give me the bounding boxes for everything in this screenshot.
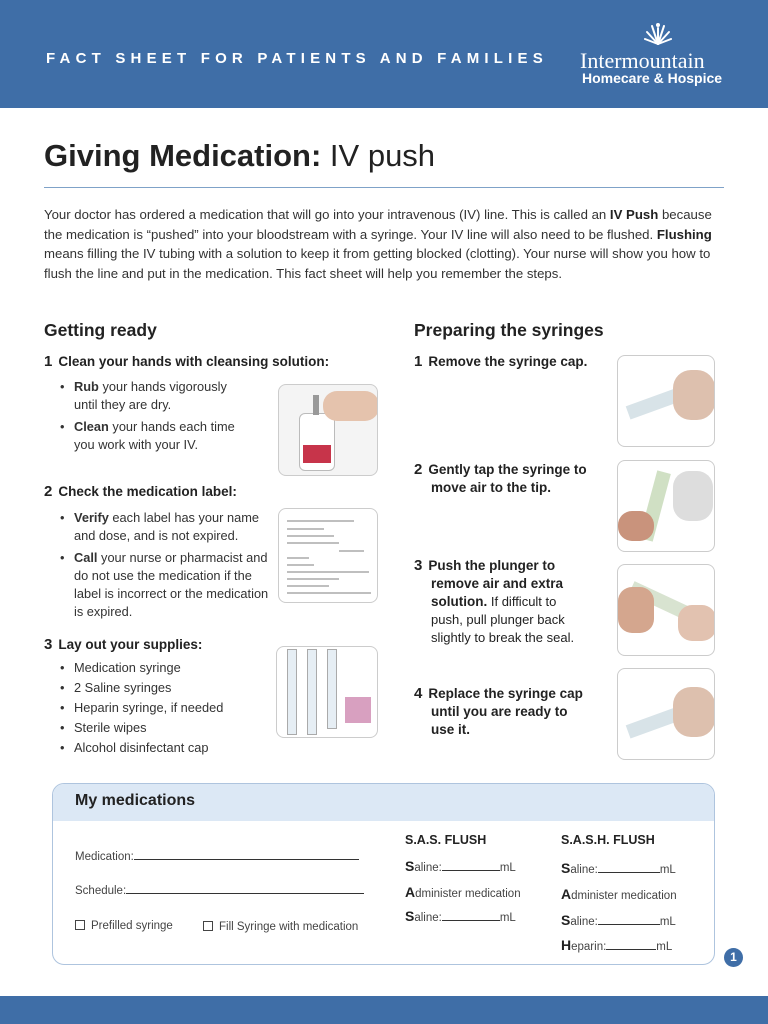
list-item: • Clean your hands each time you work with your IV. — [60, 418, 240, 454]
prep-step-2: 2 Gently tap the syringe to move air to the tip. — [414, 461, 587, 495]
ready-step-2: 2 Check the medication label: — [44, 483, 237, 500]
replace-cap-photo — [617, 668, 715, 760]
preparing-heading: Preparing the syringes — [414, 320, 604, 340]
prep-step-3: 3 Push the plunger to remove air and extra solution. If difficult to push, pull plunger back slightly to break the seal. — [414, 557, 575, 645]
list-item: • Medication syringe — [60, 659, 260, 677]
prep-step-4: 4 Replace the syringe cap until you are ready to use it. — [414, 685, 583, 737]
my-medications-box — [52, 783, 715, 965]
logo-mark-icon — [644, 22, 672, 46]
fact-sheet-tagline: FACT SHEET FOR PATIENTS AND FAMILIES — [46, 50, 548, 67]
list-item: • Rub your hands vigorously until they are dry. — [60, 378, 240, 414]
sash-saline-field-2[interactable]: Saline: mL — [561, 912, 676, 928]
sas-administer: Administer medication — [405, 884, 521, 900]
ready-step-1: 1 Clean your hands with cleansing solution: — [44, 353, 330, 370]
ready-step-2-bullets — [60, 509, 270, 625]
supplies-list — [60, 659, 260, 759]
medication-field[interactable]: Medication: — [75, 851, 359, 863]
schedule-field[interactable]: Schedule: — [75, 885, 364, 897]
page-number-badge: 1 — [724, 948, 743, 967]
list-item: • Verify each label has your name and dose, and is not expired. — [60, 509, 270, 545]
sas-flush-title: S.A.S. FLUSH — [405, 833, 487, 847]
list-item: • Call your nurse or pharmacist and do not use the medication if the label is incorrect or the medication is expired. — [60, 549, 270, 621]
label-text-lines — [279, 509, 378, 603]
list-item: • Sterile wipes — [60, 719, 260, 737]
my-medications-heading: My medications — [53, 784, 714, 821]
sas-saline-field-2[interactable]: Saline: mL — [405, 908, 516, 924]
header-bar — [0, 0, 768, 108]
logo-subtitle: Homecare & Hospice — [582, 70, 723, 86]
medication-label-image — [278, 508, 378, 603]
supplies-photo — [276, 646, 378, 738]
getting-ready-heading: Getting ready — [44, 320, 157, 340]
hand-sanitizer-photo — [278, 384, 378, 476]
remove-cap-photo — [617, 355, 715, 447]
ready-step-1-bullets — [60, 378, 240, 458]
footer-bar — [0, 996, 768, 1024]
fill-syringe-checkbox[interactable]: Fill Syringe with medication — [203, 921, 358, 933]
sash-saline-field[interactable]: Saline: mL — [561, 860, 676, 876]
sash-administer: Administer medication — [561, 886, 677, 902]
prep-step-1: 1 Remove the syringe cap. — [414, 353, 588, 370]
list-item: • 2 Saline syringes — [60, 679, 260, 697]
tap-syringe-photo — [617, 460, 715, 552]
sas-saline-field[interactable]: Saline: mL — [405, 858, 516, 874]
list-item: • Alcohol disinfectant cap — [60, 739, 260, 757]
list-item: • Heparin syringe, if needed — [60, 699, 260, 717]
prefilled-syringe-checkbox[interactable]: Prefilled syringe — [75, 920, 173, 932]
sash-flush-title: S.A.S.H. FLUSH — [561, 833, 655, 847]
sash-heparin-field[interactable]: Heparin: mL — [561, 937, 673, 953]
page-title: Giving Medication: IV push — [44, 138, 436, 173]
intro-paragraph: Your doctor has ordered a medication that will go into your intravenous (IV) line. This is called an IV Push because the medication is “pushed” into your bloodstream with a syringe. Your IV line will also need to be flushed. Flushing means filling the IV tubing with a solution to keep it from getting blocked (clotting). Your nurse will show you how to flush the line and put in the medication. This fact sheet will help you remember the steps. — [44, 207, 712, 281]
push-plunger-photo — [617, 564, 715, 656]
logo-name: Intermountain — [580, 48, 705, 73]
title-divider — [44, 187, 724, 188]
ready-step-3: 3 Lay out your supplies: — [44, 636, 203, 653]
